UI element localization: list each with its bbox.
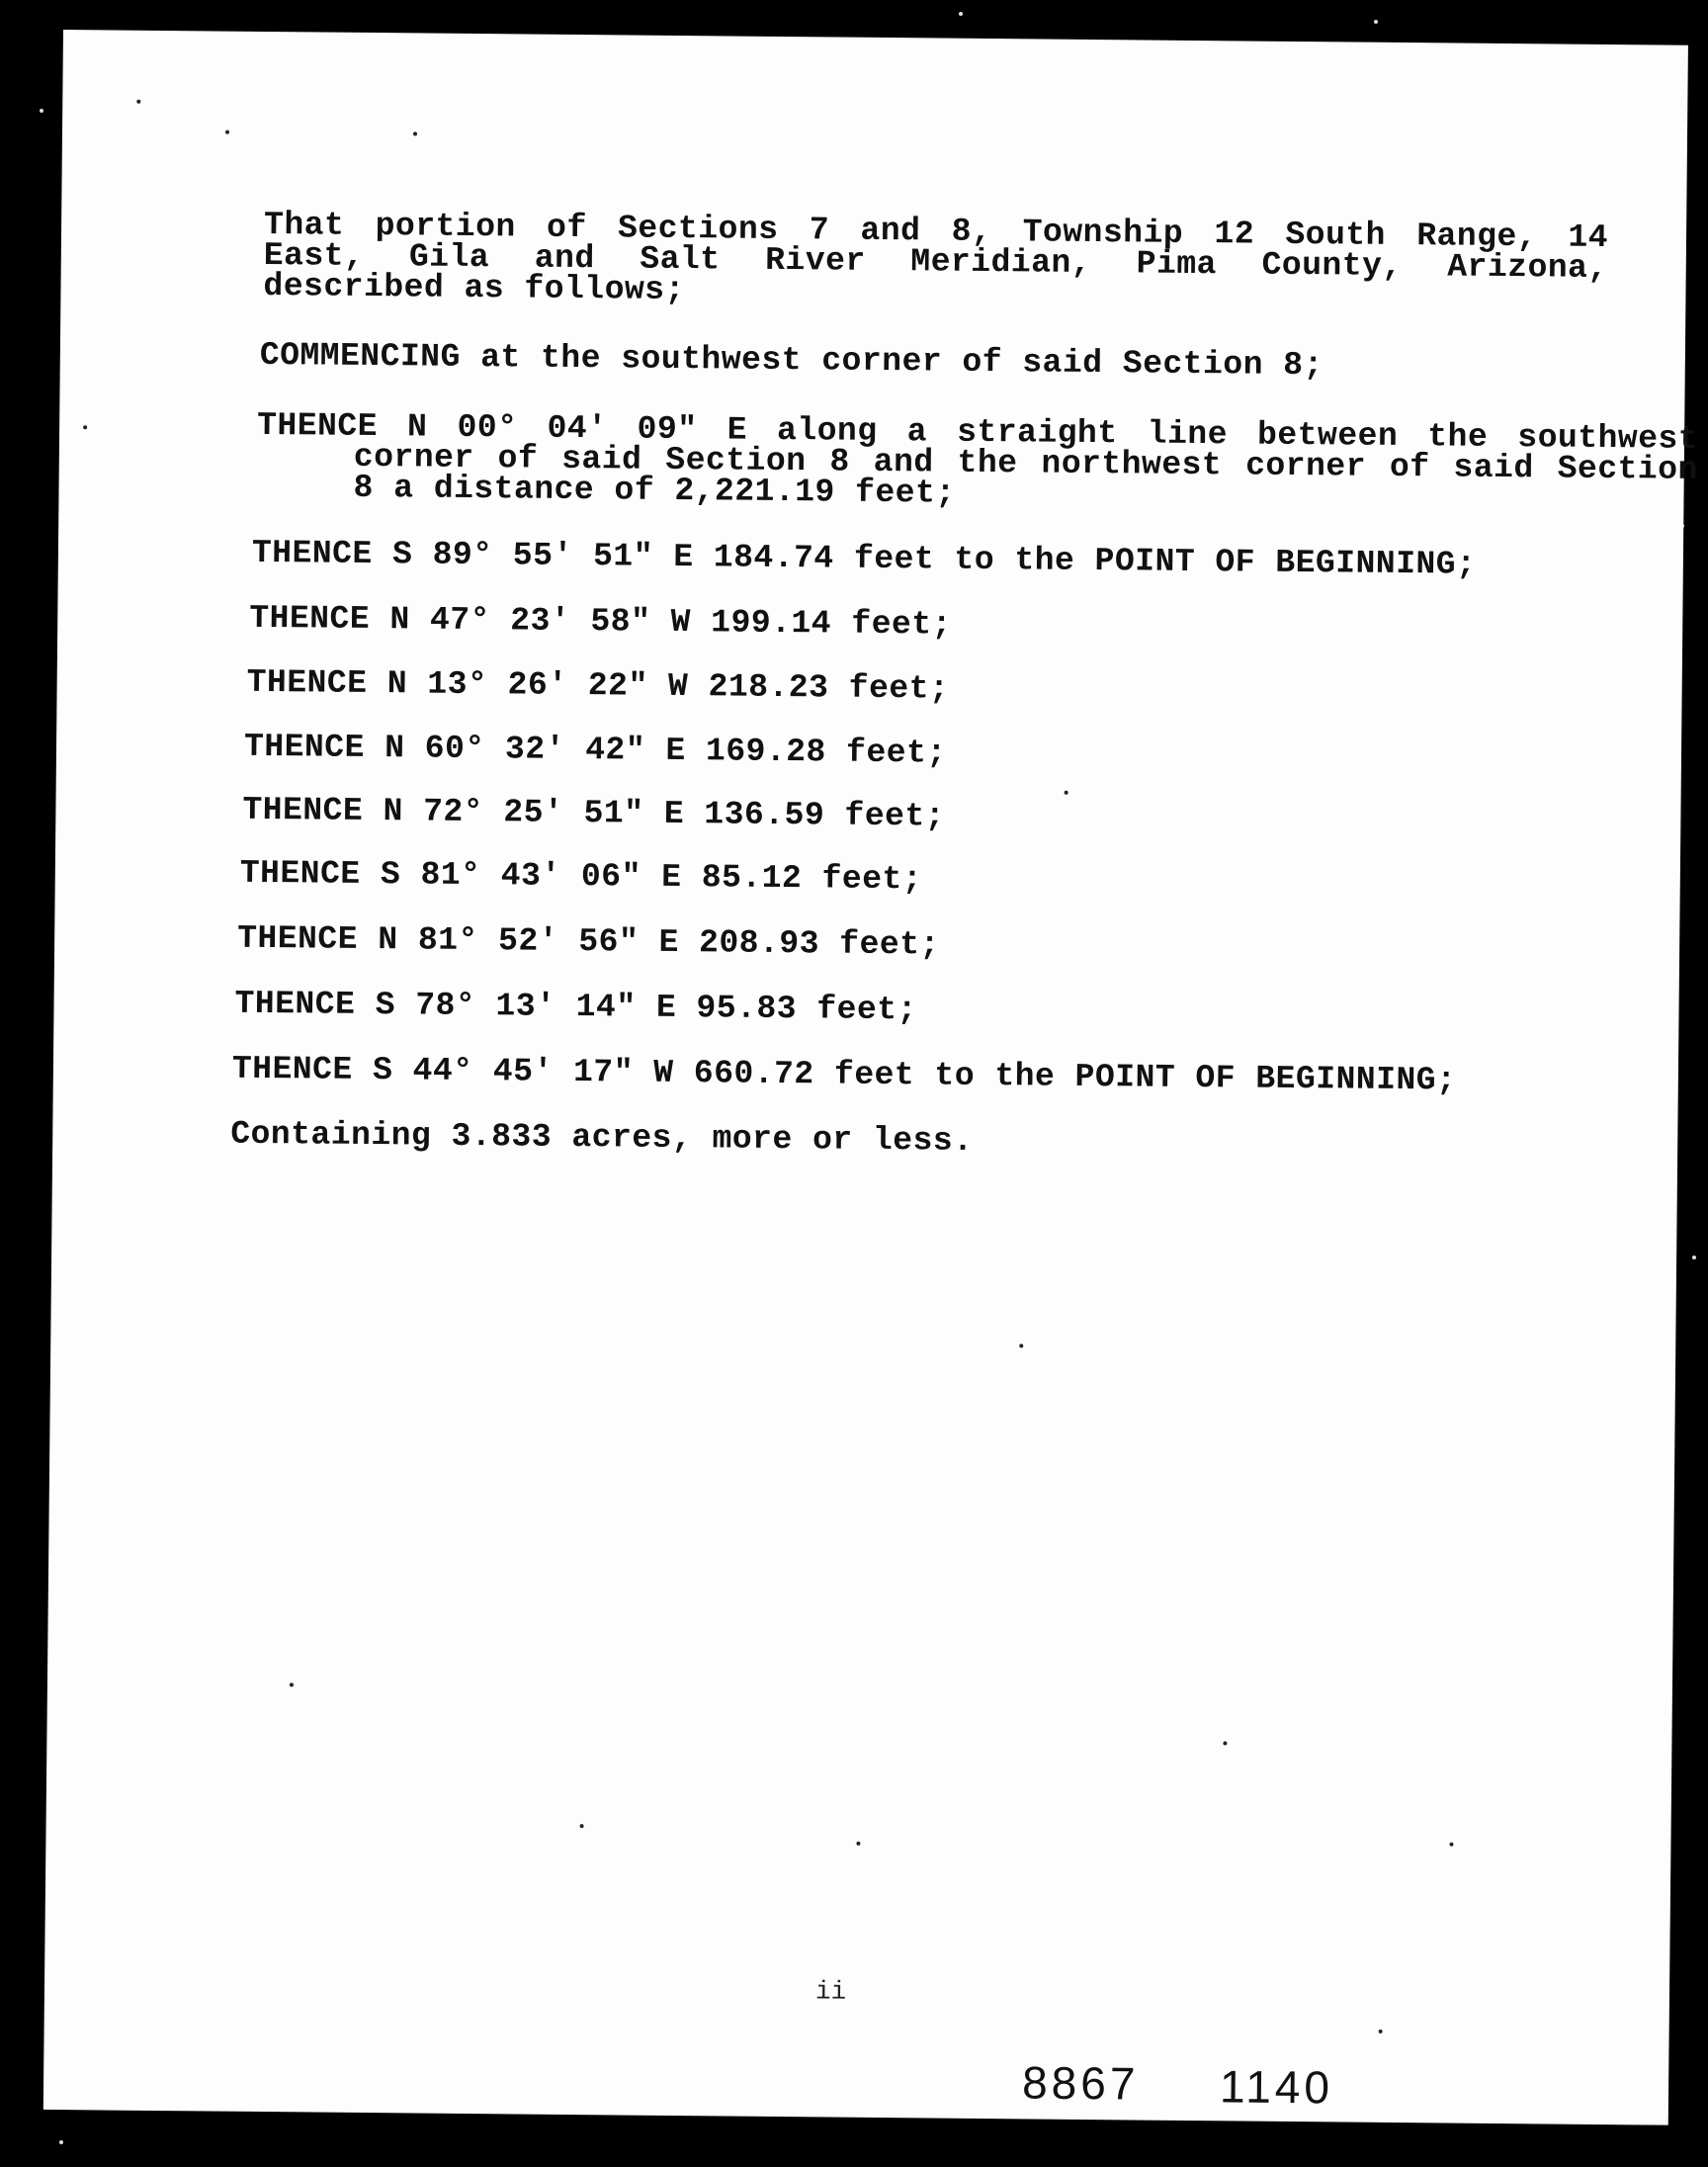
scan-speck <box>40 109 43 113</box>
scan-speck <box>290 1683 294 1687</box>
docket-number: 8867 <box>1021 2056 1140 2110</box>
scan-speck <box>1379 2030 1383 2034</box>
page-label: ii <box>814 1976 847 2007</box>
scan-speck <box>136 100 140 104</box>
legal-description <box>63 30 1699 1160</box>
scan-speck <box>1374 20 1378 24</box>
first-course-paragraph: THENCE N 00° 04' 09" E along a straight line between the southwest corner of said Section 8 and the northwest corner of said Section 8 a distance of 2,221.19 feet; <box>256 406 1699 512</box>
scan-speck <box>1065 791 1068 795</box>
scan-speck <box>1019 1344 1023 1347</box>
scan-speck <box>83 425 87 429</box>
scan-speck <box>959 12 963 16</box>
commencing-line: COMMENCING at the southwest corner of said Section 8; <box>259 336 1324 385</box>
course-line: THENCE S 44° 45' 17" W 660.72 feet to the POINT OF BEGINNING; <box>231 1050 1457 1099</box>
page-number: 1140 <box>1219 2060 1334 2114</box>
acreage-line: Containing 3.833 acres, more or less. <box>230 1115 974 1160</box>
course-line: THENCE N 72° 25' 51" E 136.59 feet; <box>242 791 946 835</box>
scan-speck <box>580 1824 584 1828</box>
scan-speck <box>225 130 229 134</box>
course-line: THENCE N 81° 52' 56" E 208.93 feet; <box>237 919 940 964</box>
course-line: THENCE N 60° 32' 42" E 169.28 feet; <box>243 728 947 772</box>
course-line: THENCE S 78° 13' 14" E 95.83 feet; <box>234 985 918 1029</box>
scan-speck <box>856 1842 860 1846</box>
scan-speck <box>59 2140 63 2144</box>
scan-speck <box>413 131 417 135</box>
course-line: THENCE S 89° 55' 51" E 184.74 feet to the POINT OF BEGINNING; <box>251 534 1477 583</box>
course-line: THENCE N 47° 23' 58" W 199.14 feet; <box>249 599 953 644</box>
scan-speck <box>1449 1843 1453 1847</box>
intro-paragraph: That portion of Sections 7 and 8, Township 12 South Range, 14 East, Gila and Salt River Meridian, Pima County, Arizona, described as follows; <box>263 206 1609 309</box>
course-line: THENCE N 13° 26' 22" W 218.23 feet; <box>246 663 950 708</box>
document-page <box>43 30 1699 2125</box>
scan-speck <box>1223 1741 1227 1745</box>
scan-speck <box>1692 1256 1696 1259</box>
course-line: THENCE S 81° 43' 06" E 85.12 feet; <box>239 854 923 899</box>
